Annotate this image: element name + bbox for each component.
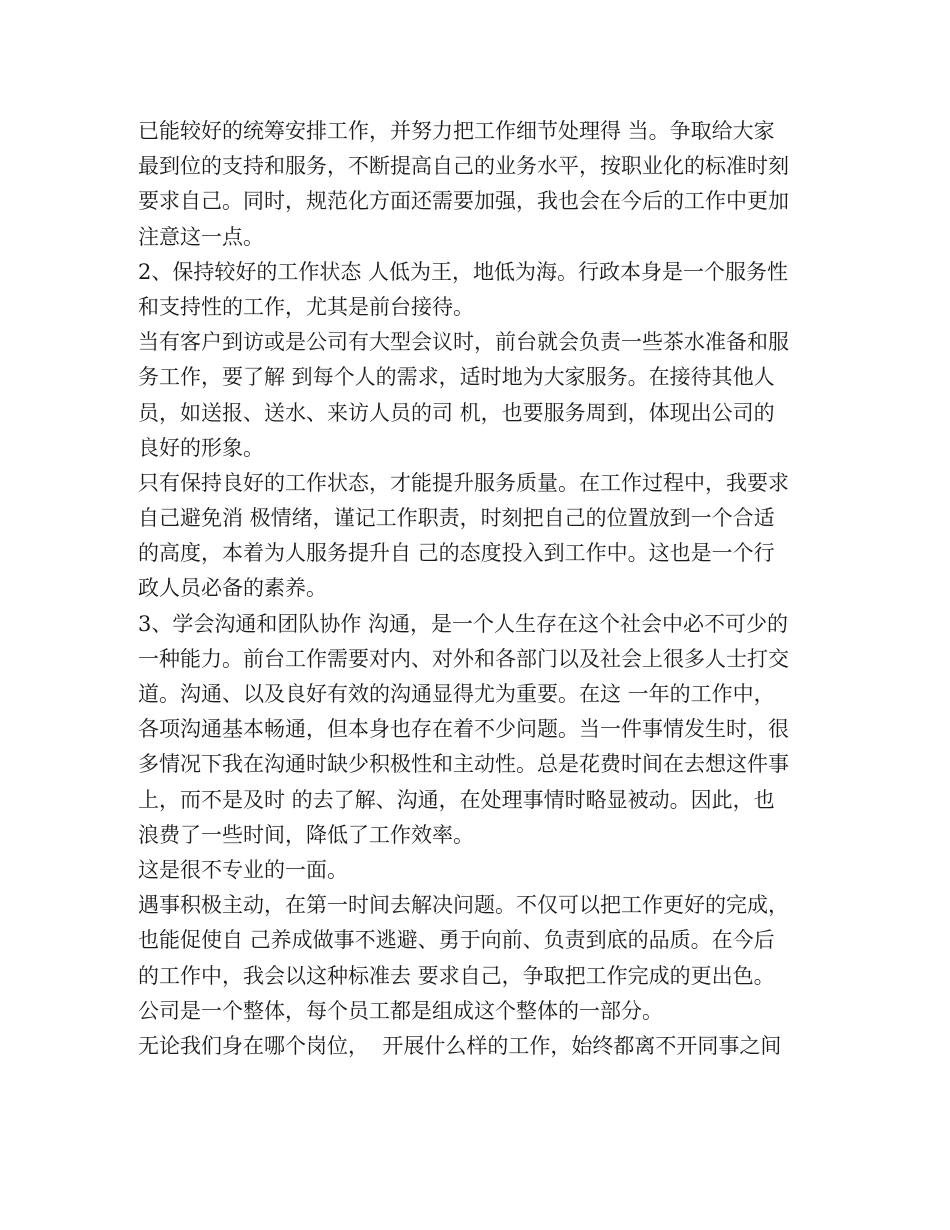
text-line: 员，如送报、送水、来访人员的司 机，也要服务周到，体现出公司的 [138, 400, 775, 425]
text-line: 和支持性的工作，尤其是前台接待。 [138, 294, 474, 319]
text-line: 政人员必备的素养。 [138, 576, 327, 601]
text-line: 2、保持较好的工作状态 人低为王，地低为海。行政本身是一个服务性 [138, 259, 789, 284]
text-line: 也能促使自 己养成做事不逃避、勇于向前、负责到底的品质。在今后 [138, 928, 775, 953]
text-line: 道。沟通、以及良好有效的沟通显得尤为重要。在这 一年的工作中， [138, 682, 775, 706]
text-line: 务工作，要了解 到每个人的需求，适时地为大家服务。在接待其他人 [138, 365, 775, 390]
text-line: 良好的形象。 [138, 435, 264, 460]
text-line: 无论我们身在哪个岗位， 开展什么样的工作，始终都离不开同事之间 [138, 1033, 782, 1058]
text-line: 当有客户到访或是公司有大型会议时，前台就会负责一些茶水准备和服 [138, 330, 789, 355]
text-line: 只有保持良好的工作状态，才能提升服务质量。在工作过程中，我要求 [138, 470, 789, 495]
text-line: 上，而不是及时 的去了解、沟通，在处理事情时略显被动。因此，也 [138, 787, 775, 812]
text-line: 已能较好的统筹安排工作，并努力把工作细节处理得 当。争取给大家 [138, 119, 775, 143]
text-line: 多情况下我在沟通时缺少积极性和主动性。总是花费时间在去想这件事 [138, 752, 789, 777]
text-line: 各项沟通基本畅通，但本身也存在着不少问题。当一件事情发生时，很 [138, 717, 789, 742]
text-line: 一种能力。前台工作需要对内、对外和各部门以及社会上很多人士打交 [138, 646, 789, 671]
text-line: 浪费了一些时间，降低了工作效率。 [138, 822, 474, 847]
body-text [138, 114, 818, 1064]
text-line: 3、学会沟通和团队协作 沟通，是一个人生存在这个社会中必不可少的 [138, 611, 789, 636]
text-line: 要求自己。同时，规范化方面还需要加强，我也会在今后的工作中更加 [138, 189, 789, 214]
text-line: 最到位的支持和服务，不断提高自己的业务水平，按职业化的标准时刻 [138, 154, 789, 179]
text-line: 注意这一点。 [138, 224, 264, 249]
text-line: 的高度，本着为人服务提升自 己的态度投入到工作中。这也是一个行 [138, 541, 775, 566]
text-line: 这是很不专业的一面。 [138, 857, 348, 882]
text-line: 遇事积极主动，在第一时间去解决问题。不仅可以把工作更好的完成， [138, 893, 789, 918]
text-line: 自己避免消 极情绪，谨记工作职责，时刻把自己的位置放到一个合适 [138, 506, 775, 531]
text-line: 的工作中，我会以这种标准去 要求自己，争取把工作完成的更出色。 [138, 963, 775, 988]
text-line: 公司是一个整体，每个员工都是组成这个整体的一部分。 [138, 998, 663, 1023]
